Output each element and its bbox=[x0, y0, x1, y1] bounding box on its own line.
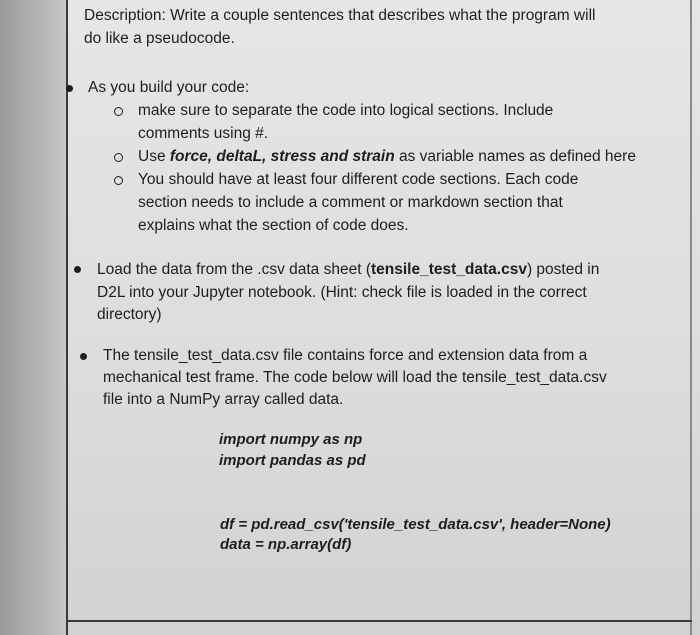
code-np-array: data = np.array(df) bbox=[220, 536, 352, 553]
build-sub1-line-2: comments using #. bbox=[138, 125, 269, 142]
sub-bullet-icon bbox=[114, 176, 123, 185]
load-line-2: D2L into your Jupyter notebook. (Hint: check file is loaded in the correct bbox=[97, 284, 587, 301]
page-border bbox=[66, 620, 692, 622]
file-info-line-1: The tensile_test_data.csv file contains force and extension data from a bbox=[103, 347, 588, 364]
code-import-pandas: import pandas as pd bbox=[219, 452, 366, 469]
description-line-2: do like a pseudocode. bbox=[84, 30, 235, 47]
build-sub3-line-1: You should have at least four different code sections. Each code bbox=[138, 171, 579, 188]
build-heading: As you build your code: bbox=[88, 79, 250, 96]
background-shadow bbox=[0, 0, 66, 635]
file-info-line-3: file into a NumPy array called data. bbox=[103, 391, 344, 408]
build-sub2 bbox=[138, 146, 636, 168]
build-sub3-line-3: explains what the section of code does. bbox=[138, 217, 409, 234]
sub-bullet-icon bbox=[114, 107, 123, 116]
build-sub2-prefix: Use bbox=[138, 148, 170, 165]
description-line-1: Description: Write a couple sentences that describes what the program will bbox=[84, 7, 596, 24]
bullet-icon bbox=[80, 353, 87, 360]
sub-bullet-icon bbox=[114, 153, 123, 162]
code-import-numpy: import numpy as np bbox=[219, 431, 363, 448]
build-sub2-suffix: as variable names as defined here bbox=[394, 148, 636, 165]
page-border bbox=[66, 0, 68, 635]
page-border bbox=[690, 0, 692, 635]
load-line-1-suffix: ) posted in bbox=[526, 261, 600, 278]
bullet-icon bbox=[66, 85, 73, 92]
build-sub3-line-2: section needs to include a comment or markdown section that bbox=[138, 194, 563, 211]
build-sub1-line-1: make sure to separate the code into logical sections. Include bbox=[138, 102, 554, 119]
load-line-1 bbox=[97, 259, 599, 281]
variable-names: force, deltaL, stress and strain bbox=[169, 148, 395, 165]
file-info-line-2: mechanical test frame. The code below will load the tensile_test_data.csv bbox=[103, 369, 607, 386]
csv-filename: tensile_test_data.csv bbox=[371, 261, 527, 278]
load-line-1-prefix: Load the data from the .csv data sheet ( bbox=[97, 261, 371, 278]
bullet-icon bbox=[74, 266, 81, 273]
load-line-3: directory) bbox=[97, 306, 162, 323]
code-read-csv: df = pd.read_csv('tensile_test_data.csv', header=None) bbox=[220, 516, 611, 533]
